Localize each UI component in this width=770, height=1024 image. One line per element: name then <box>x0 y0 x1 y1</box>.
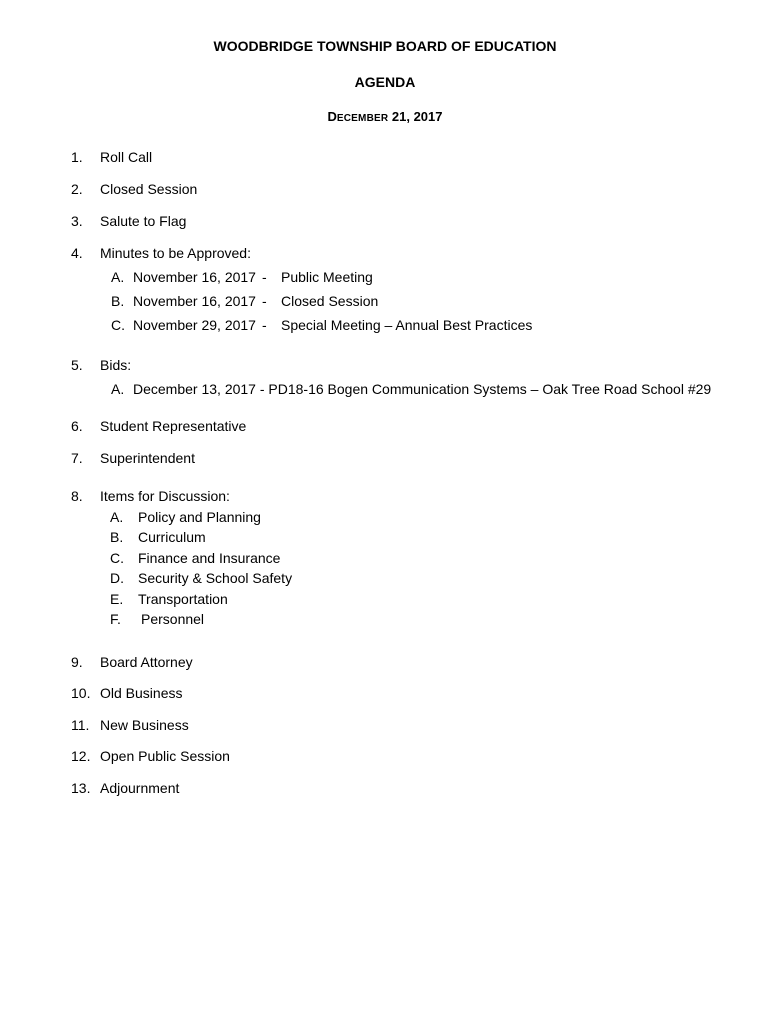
discussion-topic: Curriculum <box>138 529 206 545</box>
minutes-letter: B. <box>111 293 125 309</box>
discussion-topic: Security & School Safety <box>138 570 293 586</box>
item-old-business: Old Business <box>100 685 183 701</box>
item-number: 3. <box>71 213 83 229</box>
item-number: 9. <box>71 654 83 670</box>
item-minutes: Minutes to be Approved: <box>100 245 251 261</box>
item-number: 5. <box>71 357 83 373</box>
item-student-representative: Student Representative <box>100 418 247 434</box>
item-number: 6. <box>71 418 83 434</box>
discussion-letter: E. <box>110 591 124 607</box>
item-new-business: New Business <box>100 717 189 733</box>
discussion-letter: D. <box>110 570 124 586</box>
bid-description: December 13, 2017 - PD18-16 Bogen Communication Systems – Oak Tree Road School #29 <box>133 381 712 397</box>
item-adjournment: Adjournment <box>100 780 180 796</box>
item-number: 10. <box>71 685 91 701</box>
minutes-letter: A. <box>111 269 125 285</box>
discussion-topic: Transportation <box>138 591 228 607</box>
item-roll-call: Roll Call <box>100 149 153 165</box>
item-number: 4. <box>71 245 83 261</box>
minutes-dash: - <box>262 293 267 309</box>
item-number: 7. <box>71 450 83 466</box>
minutes-date: November 29, 2017 <box>133 317 256 333</box>
item-closed-session: Closed Session <box>100 181 198 197</box>
item-number: 13. <box>71 780 91 796</box>
item-bids: Bids: <box>100 357 132 373</box>
discussion-letter: C. <box>110 550 124 566</box>
item-number: 1. <box>71 149 83 165</box>
minutes-dash: - <box>262 269 267 285</box>
item-open-public-session: Open Public Session <box>100 748 230 764</box>
minutes-letter: C. <box>111 317 125 333</box>
item-board-attorney: Board Attorney <box>100 654 193 670</box>
bid-letter: A. <box>111 381 125 397</box>
item-salute-to-flag: Salute to Flag <box>100 213 187 229</box>
minutes-dash: - <box>262 317 267 333</box>
discussion-letter: F. <box>110 611 121 627</box>
discussion-topic: Policy and Planning <box>138 509 261 525</box>
discussion-letter: A. <box>110 509 124 525</box>
document-title: WOODBRIDGE TOWNSHIP BOARD OF EDUCATION <box>213 38 557 54</box>
minutes-description: Closed Session <box>281 293 379 309</box>
item-number: 2. <box>71 181 83 197</box>
discussion-letter: B. <box>110 529 124 545</box>
item-number: 12. <box>71 748 91 764</box>
item-superintendent: Superintendent <box>100 450 195 466</box>
item-number: 11. <box>71 717 90 733</box>
document-subtitle: AGENDA <box>354 74 416 90</box>
minutes-date: November 16, 2017 <box>133 269 256 285</box>
minutes-date: November 16, 2017 <box>133 293 256 309</box>
item-number: 8. <box>71 488 83 504</box>
date-day-year: 21, 2017 <box>388 109 443 124</box>
item-discussion: Items for Discussion: <box>100 488 230 504</box>
date-month-rest: ECEMBER <box>336 113 389 124</box>
discussion-topic: Personnel <box>141 611 205 627</box>
date-initial: D <box>327 109 337 124</box>
discussion-topic: Finance and Insurance <box>138 550 281 566</box>
minutes-description: Special Meeting – Annual Best Practices <box>281 317 533 333</box>
meeting-date <box>0 109 770 127</box>
minutes-description: Public Meeting <box>281 269 373 285</box>
